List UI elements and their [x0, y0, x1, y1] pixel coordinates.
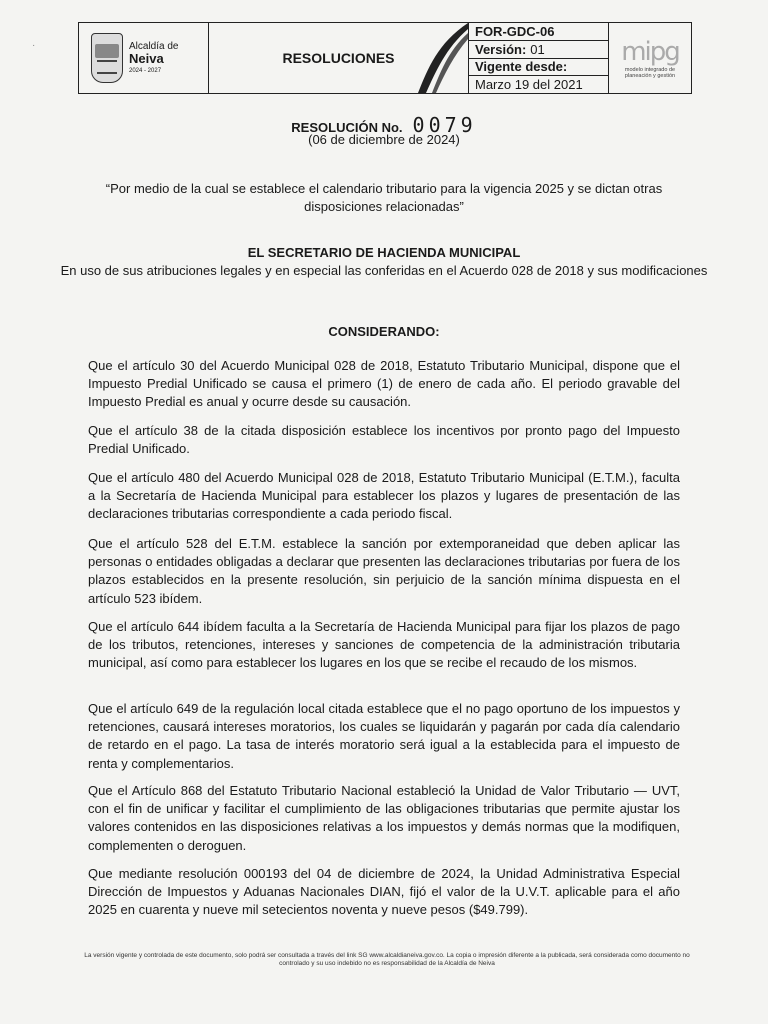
paragraph: Que el artículo 480 del Acuerdo Municipal 028 de 2018, Estatuto Tributario Municipal (E.T.M.), faculta a la Secretaría de Hacienda Municipal para establecer los plazos y lugares de presentación de las declaraciones tributarias correspondiente a cada periodo fiscal. — [88, 470, 680, 522]
paragraph: Que el Artículo 868 del Estatuto Tributario Nacional estableció la Unidad de Valor Tributario — UVT, con el fin de unificar y facilitar el cumplimiento de las obligaciones tributarias que permite ajustar los valores contenidos en las disposiciones relativas a los impuestos y demás normas que la modifiquen, complementen o deroguen. — [88, 783, 680, 853]
doc-type: RESOLUCIONES — [282, 50, 395, 66]
version-row — [469, 41, 608, 59]
city-crest-icon — [91, 33, 123, 83]
resolution-number: 0079 — [412, 113, 477, 137]
logo-line2: Neiva — [129, 51, 164, 67]
swoosh-icon — [398, 23, 468, 93]
vigente-value: Marzo 19 del 2021 — [475, 77, 583, 93]
paragraph: Que el artículo 30 del Acuerdo Municipal 028 de 2018, Estatuto Tributario Municipal, dispone que el Impuesto Predial Unificado se causa el primero (1) de enero de cada año. El periodo gravable del Impuesto Predial es anual y ocurre desde su causación. — [88, 358, 680, 410]
vigente-label: Vigente desde: — [475, 59, 568, 75]
authority-subtitle: En uso de sus atribuciones legales y en especial las conferidas en el Acuerdo 028 de 2018 y sus modificaciones — [60, 263, 708, 278]
paragraph: Que el artículo 649 de la regulación local citada establece que el no pago oportuno de los impuestos y retenciones, causará intereses moratorios, los cuales se liquidarán y pagarán por cada día calendario de retardo en el pago. La tasa de interés moratorio será igual a la establecida para el impuesto de renta y complementarios. — [88, 701, 680, 771]
mipg-logo: mipg — [621, 36, 679, 67]
considerando-heading: CONSIDERANDO: — [328, 324, 440, 339]
paragraph: Que mediante resolución 000193 del 04 de diciembre de 2024, la Unidad Administrativa Especial Dirección de Impuestos y Aduanas Nacionales DIAN, fijó el valor de la U.V.T. aplicable para el año 2025 en cuarenta y nueve mil setecientos noventa y nueve pesos ($49.799). — [88, 866, 680, 918]
paragraph: Que el artículo 644 ibídem faculta a la Secretaría de Hacienda Municipal para fijar los plazos de pago de los tributos, retenciones, intereses y sanciones de competencia de la administración tributaria municipal, así como para establecer los lugares en los que se recibe el recaudo de los mismos. — [88, 619, 680, 671]
paragraph: Que el artículo 38 de la citada disposición establece los incentivos por pronto pago del Impuesto Predial Unificado. — [88, 423, 680, 457]
paragraph: Que el artículo 528 del E.T.M. establece la sanción por extemporaneidad que deben aplicar las personas o entidades obligadas a declarar que presenten las declaraciones tributarias por fuera de los plazos establecidos en la presente resolución, sin perjuicio de la sanción mínima dispuesta en el artículo 523 ibídem. — [88, 536, 680, 606]
resolution-label: RESOLUCIÓN No. — [291, 120, 403, 135]
resolution-date: (06 de diciembre de 2024) — [308, 132, 460, 147]
vigente-value-row — [469, 76, 608, 93]
logo-line3: 2024 - 2027 — [129, 67, 162, 74]
doc-code: FOR-GDC-06 — [475, 23, 555, 39]
mipg-cell — [609, 23, 691, 93]
scan-artifact: · — [32, 40, 36, 51]
footer-note: La versión vigente y controlada de este documento, solo podrá ser consultada a través del link SG www.alcaldianeiva.gov.co. La copia o impresión diferente a la publicada, será considerada como documento no controlado y su uso indebido no es responsabilidad de la Alcaldía de Neiva — [84, 952, 690, 968]
document-header — [78, 22, 692, 94]
logo-text — [129, 42, 178, 74]
logo-line1: Alcaldía de — [129, 40, 179, 52]
authority-title: EL SECRETARIO DE HACIENDA MUNICIPAL — [247, 245, 521, 260]
version-value: 01 — [530, 41, 545, 57]
resolution-objective: “Por medio de la cual se establece el calendario tributario para la vigencia 2025 y se dictan otras disposiciones relacionadas” — [105, 181, 663, 214]
logo-cell — [79, 23, 209, 93]
vigente-label-row — [469, 59, 608, 77]
code-row — [469, 23, 608, 41]
doc-type-cell — [209, 23, 469, 93]
meta-cell — [469, 23, 609, 93]
mipg-subtitle: modelo integrado de planeación y gestión — [624, 66, 676, 79]
version-label: Versión: — [475, 41, 527, 57]
